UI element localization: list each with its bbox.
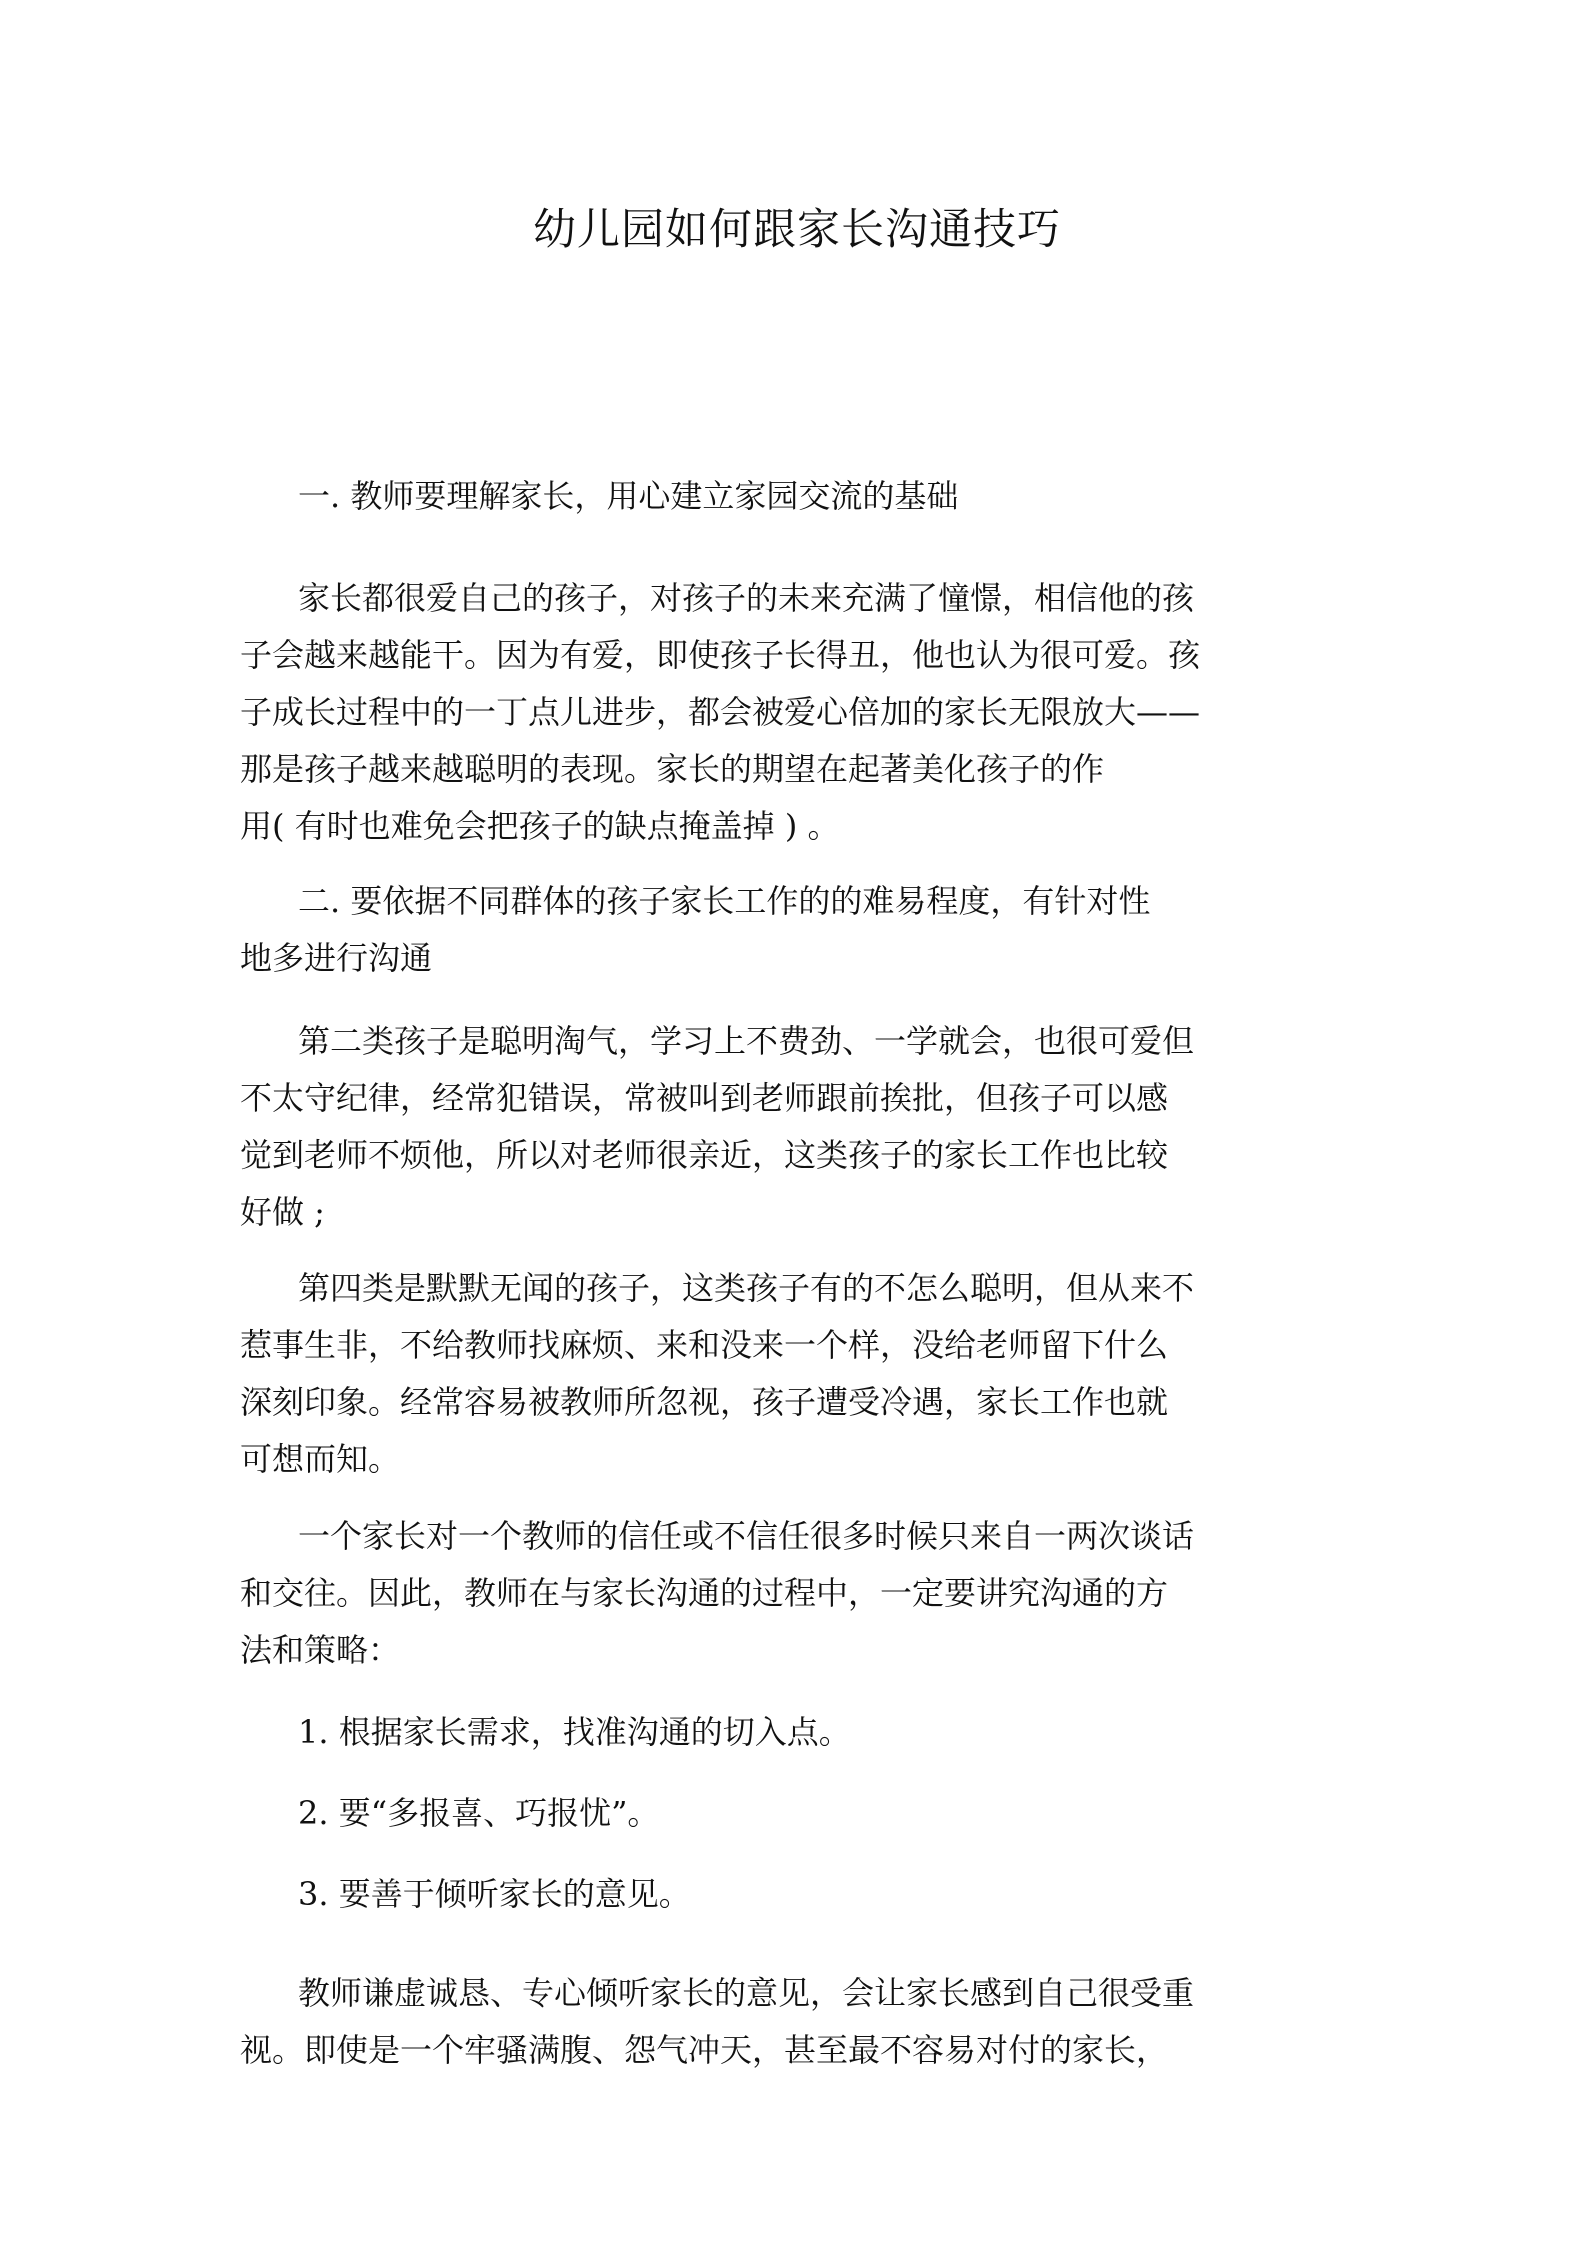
text-line: 子成长过程中的一丁点儿进步，都会被爱心倍加的家长无限放大—— <box>240 693 1201 731</box>
text-line: 用( 有时也难免会把孩子的缺点掩盖掉 ) 。 <box>240 807 840 845</box>
text-line: 视。即使是一个牢骚满腹、怨气冲天，甚至最不容易对付的家长， <box>240 2031 1169 2069</box>
text-line: 一个家长对一个教师的信任或不信任很多时候只来自一两次谈话 <box>298 1517 1195 1555</box>
paragraph-2 <box>240 1013 1300 1241</box>
list-item-2 <box>240 1785 1300 1842</box>
text-line: 教师谦虚诚恳、专心倾听家长的意见，会让家长感到自己很受重 <box>298 1974 1195 2012</box>
text-line: 深刻印象。经常容易被教师所忽视，孩子遭受冷遇，家长工作也就 <box>240 1383 1169 1421</box>
text-line: 不太守纪律，经常犯错误，常被叫到老师跟前挨批，但孩子可以感 <box>240 1079 1169 1117</box>
text-line: 一. 教师要理解家长，用心建立家园交流的基础 <box>298 477 959 515</box>
document-title: 幼儿园如何跟家长沟通技巧 <box>533 205 1061 255</box>
text-line: 觉到老师不烦他，所以对老师很亲近，这类孩子的家长工作也比较 <box>240 1136 1169 1174</box>
text-line: 和交往。因此，教师在与家长沟通的过程中，一定要讲究沟通的方 <box>240 1574 1169 1612</box>
text-line: 子会越来越能干。因为有爱，即使孩子长得丑，他也认为很可爱。孩 <box>240 636 1201 674</box>
paragraph-1 <box>240 570 1300 855</box>
text-line: 法和策略： <box>240 1631 401 1669</box>
paragraph-4 <box>240 1508 1300 1679</box>
text-line: 第四类是默默无闻的孩子，这类孩子有的不怎么聪明，但从来不 <box>298 1269 1195 1307</box>
list-item-1 <box>240 1704 1300 1761</box>
paragraph-5 <box>240 1965 1300 2079</box>
text-line: 那是孩子越来越聪明的表现。家长的期望在起著美化孩子的作 <box>240 750 1105 788</box>
text-line: 家长都很爱自己的孩子，对孩子的未来充满了憧憬，相信他的孩 <box>298 579 1195 617</box>
text-line: 好做 ; <box>240 1193 325 1231</box>
text-line: 地多进行沟通 <box>240 939 433 977</box>
text-line: 惹事生非，不给教师找麻烦、来和没来一个样，没给老师留下什么 <box>240 1326 1169 1364</box>
text-line: 二. 要依据不同群体的孩子家长工作的的难易程度，有针对性 <box>298 882 1151 920</box>
text-line: 第二类孩子是聪明淘气，学习上不费劲、一学就会，也很可爱但 <box>298 1022 1195 1060</box>
section-heading-1 <box>240 468 1300 525</box>
list-item-3 <box>240 1866 1300 1923</box>
section-heading-2 <box>240 873 1300 987</box>
text-line: 2. 要“多报喜、巧报忧”。 <box>298 1794 660 1832</box>
text-line: 1. 根据家长需求，找准沟通的切入点。 <box>298 1713 851 1751</box>
text-line: 可想而知。 <box>240 1440 401 1478</box>
paragraph-3 <box>240 1260 1300 1488</box>
text-line: 3. 要善于倾听家长的意见。 <box>298 1875 691 1913</box>
